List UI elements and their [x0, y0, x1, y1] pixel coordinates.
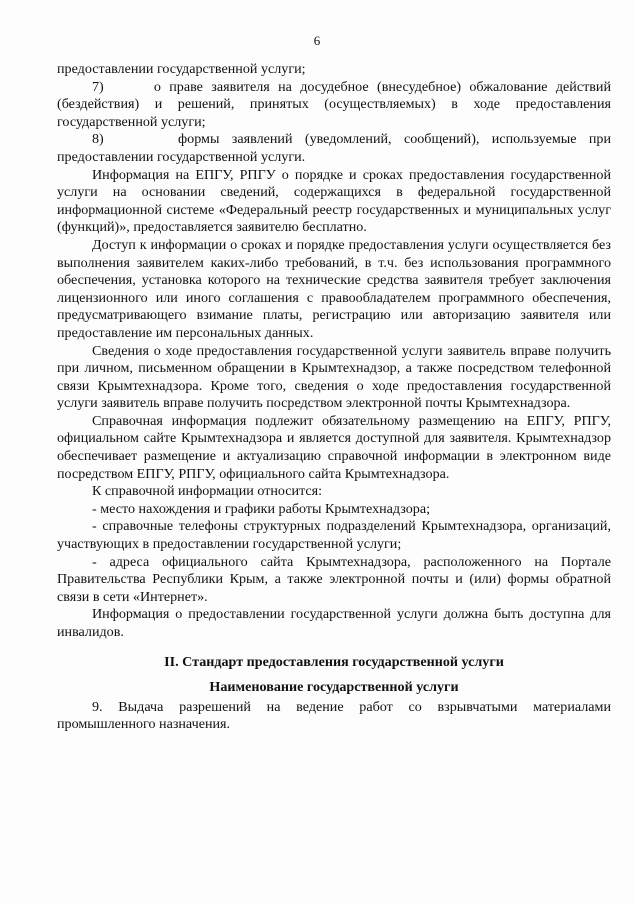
section-heading: II. Стандарт предоставления государственной услуги: [164, 653, 504, 670]
list-item-website: - адреса официального сайта Крымтехнадзора, расположенного на Портале Правительства Республики Крым, а также электронной почты и (или) формы обратной связи в сети «Интернет».: [57, 553, 611, 605]
paragraph-continuation: предоставлении государственной услуги;: [57, 61, 306, 77]
document-body: [57, 61, 611, 734]
paragraph-item-7: 7) о праве заявителя на досудебное (внесудебное) обжалование действий (бездействия) и решений, принятых (осуществляемых) в ходе предоставления государственной услуги;: [57, 78, 611, 130]
list-item-phones: - справочные телефоны структурных подразделений Крымтехнадзора, организаций, участвующих в предоставлении государственной услуги;: [57, 518, 611, 553]
paragraph-progress-info: Сведения о ходе предоставления государственной услуги заявитель вправе получить при личном, письменном обращении в Крымтехнадзор, а также посредством телефонной связи Крымтехнадзора. Кроме того, сведения о ходе предоставления государственной услуги заявитель вправе получить посредством электронной почты Крымтехнадзора.: [57, 342, 611, 412]
paragraph-reference-info: Справочная информация подлежит обязательному размещению на ЕПГУ, РПГУ, официальном сайте Крымтехнадзора и является доступной для заявителя. Крымтехнадзор обеспечивает размещение и актуализацию справочной информации в электронном виде посредством ЕПГУ, РПГУ, официального сайта Крымтехнадзора.: [57, 412, 611, 482]
page-number: 6: [313, 33, 321, 48]
list-item-location: - место нахождения и графики работы Крымтехнадзора;: [92, 500, 431, 517]
paragraph-reference-list-intro: К справочной информации относится:: [92, 483, 323, 500]
paragraph-info-epgu: Информация на ЕПГУ, РПГУ о порядке и сроках предоставления государственной услуги на основании сведений, содержащихся в федеральной государственной информационной системе «Федеральный реестр государственных и муниципальных услуг (функций)», предоставляется заявителю бесплатно.: [57, 166, 611, 236]
paragraph-service-name: 9. Выдача разрешений на ведение работ со взрывчатыми материалами промышленного назначения.: [57, 698, 611, 733]
subsection-heading: Наименование государственной услуги: [209, 679, 459, 696]
paragraph-access: Доступ к информации о сроках и порядке предоставления услуги осуществляется без выполнения заявителем каких-либо требований, в т.ч. без использования программного обеспечения, установка которого на технические средства заявителя требует заключения лицензионного или иного соглашения с правообладателем программного обеспечения, предусматривающего взимание платы, регистрацию или авторизацию заявителя или предоставление им персональных данных.: [57, 236, 611, 341]
paragraph-accessibility: Информация о предоставлении государственной услуги должна быть доступна для инвалидов.: [57, 606, 611, 640]
paragraph-item-8: 8) формы заявлений (уведомлений, сообщений), используемые при предоставлении государственной услуги.: [57, 131, 611, 165]
